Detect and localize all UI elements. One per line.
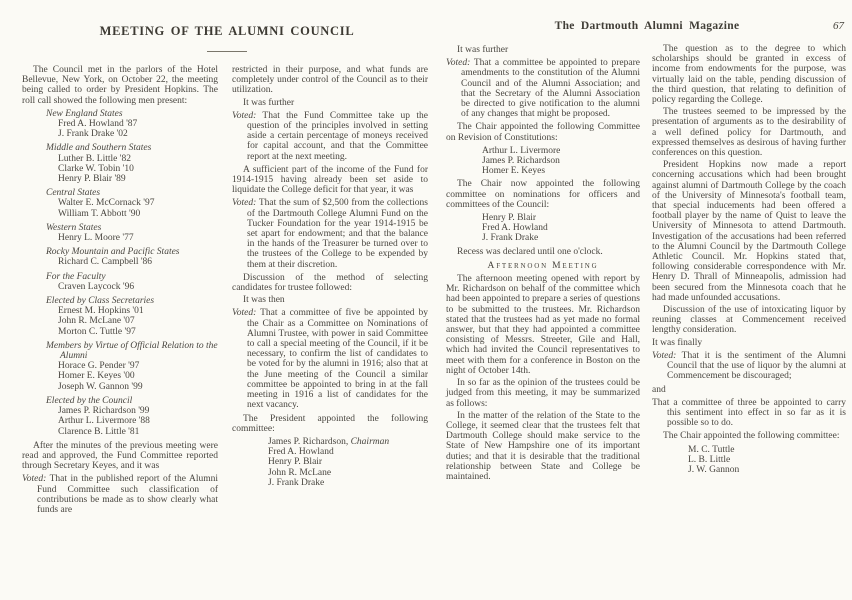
group-heading: Members by Virtue of Official Relation to the Alumni [46, 340, 218, 362]
group-heading: Elected by Class Secretaries [46, 296, 155, 307]
member-name: J. Frank Drake '02 [58, 129, 128, 140]
delegation-group-new-england [46, 109, 218, 140]
hopkins-report-paragraph: President Hopkins now made a report concerning accusations which had been brought against alumni of Dartmouth College by the coach of the University of Minnesota's football team, that special inducements had been offered a football player by the name of Quist to leave the University of Minnesota to attend Dartmouth. Investigation of the accusations had been referred to the Alumni Council by the Dartmouth College Athletic Council. Mr. Hopkins stated that, following considerable correspondence with Mr. Henry D. Thrall of Minneapolis, admission had been secured from the Minnesota coach that he had made unfounded accusations. [652, 160, 846, 303]
it-was-then-line: It was then [243, 295, 285, 306]
left-page-column-1 [22, 65, 218, 518]
committee-member: Henry P. Blair [268, 457, 323, 468]
committee-member-name: James P. Richardson, [268, 436, 349, 447]
right-page-column-1 [446, 44, 640, 484]
group-heading: New England States [46, 108, 123, 119]
committee-member: Fred A. Howland [268, 447, 334, 458]
group-heading: Rocky Mountain and Pacific States [46, 247, 180, 258]
revision-committee-list [482, 146, 640, 177]
voted-paragraph-report [22, 474, 218, 515]
member-name: Fred A. Howland '87 [58, 119, 138, 130]
voted-label: Voted: [652, 350, 677, 361]
voted-paragraph-amendments [446, 58, 640, 119]
discussion-paragraph: Discussion of the method of selecting candidates for trustee followed: [232, 272, 428, 294]
committee-member [268, 437, 428, 447]
article-title: MEETING OF THE ALUMNI COUNCIL [99, 24, 355, 38]
voted-body: That the Fund Committee take up the question of the principles involved in setting aside a certain percentage of moneys received for capital account, and that the Committee report at the next meeting. [247, 110, 428, 162]
voted-label: Voted: [232, 198, 257, 209]
committee-member: J. W. Gannon [688, 464, 740, 475]
nominations-committee-list [268, 437, 428, 488]
member-name: Luther B. Little '82 [58, 153, 131, 164]
right-magazine-page [446, 0, 848, 484]
committee-member: L. B. Little [688, 454, 731, 465]
delegation-group-official-relation [46, 341, 218, 392]
title-rule-divider [207, 51, 247, 52]
voted-paragraph-sum [232, 198, 428, 269]
magazine-title: The Dartmouth Alumni Magazine [554, 20, 740, 32]
committee-member: James P. Richardson [482, 156, 560, 167]
chair-revision-paragraph: The Chair appointed the following Committee on Revision of Constitutions: [446, 122, 640, 143]
member-name: Ernest M. Hopkins '01 [58, 306, 144, 317]
member-name: Joseph W. Gannon '99 [58, 381, 143, 392]
committee-member: Homer E. Keyes [482, 166, 546, 177]
resolution-body: That a committee of three be appointed to carry this sentiment into effect in so far as it is possible so to do. [652, 397, 846, 429]
scholarships-paragraph: The question as to the degree to which scholarships should be granted in excess of income from endowments for the purpose, was virtually laid on the table, pending discussion of the third question, that relating to definition of policy regarding the College. [652, 44, 846, 106]
voted-body: That a committee be appointed to prepare amendments to the constitution of the Alumni Council and of the Alumni Association; and that the Secretary of the Alumni Association be directed to give notification to the alumni of any changes that might be proposed. [461, 58, 640, 120]
officers-nominations-committee-list [482, 213, 640, 244]
member-name: Henry L. Moore '77 [58, 233, 134, 244]
committee-of-three-paragraph [652, 398, 846, 429]
member-name: Arthur L. Livermore '88 [58, 416, 150, 427]
liquor-discussion-paragraph: Discussion of the use of intoxicating liquor by reuning classes at Commencement received lengthy consideration. [652, 305, 846, 336]
member-name: Clarence B. Little '81 [58, 426, 140, 437]
voted-paragraph-committee-of-five [232, 308, 428, 410]
page-number: 67 [833, 20, 844, 32]
group-heading: For the Faculty [46, 271, 106, 282]
voted-label: Voted: [232, 110, 257, 121]
afternoon-meeting-heading: Afternoon Meeting [487, 260, 599, 271]
recess-paragraph: Recess was declared until one o'clock. [457, 246, 603, 257]
member-name: Morton C. Tuttle '97 [58, 326, 136, 337]
final-committee-list [688, 445, 846, 476]
group-heading: Western States [46, 222, 102, 233]
right-page-columns [446, 44, 848, 484]
voted-label: Voted: [446, 58, 471, 69]
member-name: Richard C. Campbell '86 [58, 257, 153, 268]
group-heading: Middle and Southern States [46, 143, 152, 154]
member-name: Clarke W. Tobin '10 [58, 163, 134, 174]
delegation-group-elected-by-council [46, 396, 218, 437]
voted-paragraph-liquor [652, 351, 846, 382]
member-name: Horace G. Pender '97 [58, 361, 140, 372]
right-page-column-2 [652, 44, 846, 484]
relation-paragraph: In the matter of the relation of the State to the College, it seemed clear that the trustees felt that Dartmouth College should make service to the State of New Hampshire one of its important duties; and that it is desirable that the traditional relationship between State and College be maintained. [446, 410, 640, 482]
member-name: Walter E. McCornack '97 [58, 198, 155, 209]
delegation-group-class-secretaries [46, 296, 218, 337]
group-heading: Central States [46, 188, 101, 199]
voted-label: Voted: [232, 308, 257, 319]
left-page-column-2 [232, 65, 428, 518]
voted-paragraph-fund [232, 111, 428, 162]
member-name: William T. Abbott '90 [58, 208, 141, 219]
delegation-group-rocky-pacific [46, 247, 218, 267]
committee-member: Arthur L. Livermore [482, 145, 561, 156]
member-name: James P. Richardson '99 [58, 406, 150, 417]
committee-member: M. C. Tuttle [688, 444, 735, 455]
intro-paragraph: The Council met in the parlors of the Hotel Bellevue, New York, on October 22, the meeting being called to order by President Hopkins. The roll call showed the following men present: [22, 65, 218, 106]
it-was-further-line: It was further [457, 45, 509, 55]
it-was-further-line: It was further [243, 97, 295, 108]
committee-member: Fred A. Howland [482, 223, 548, 234]
member-name: John R. McLane '07 [58, 316, 135, 327]
voted-body: That the sum of $2,500 from the collections of the Dartmouth College Alumni Fund on the Tucker Foundation for the year 1914-1915 be set apart for endowment; and that the balance in the hands of the Treasurer be turned over to the trustees of the College to be expended by them at their discretion. [247, 198, 428, 270]
left-page-columns [22, 65, 432, 518]
delegation-group-central [46, 188, 218, 219]
committee-member: J. Frank Drake [268, 477, 325, 488]
member-name: Homer E. Keyes '00 [58, 371, 135, 382]
left-magazine-page [22, 0, 432, 518]
voted-label: Voted: [22, 474, 47, 485]
trustees-impressed-paragraph: The trustees seemed to be impressed by the presentation of arguments as to the desirability of a well defined policy for Dartmouth, and expressed themselves as desirous of having further conferences on this question. [652, 107, 846, 159]
voted-body: That in the published report of the Alumni Fund Committee such classification of contributions be made as to show clearly what funds are [37, 474, 218, 515]
opinion-paragraph: In so far as the opinion of the trustees could be judged from this meeting, it may be summarized as follows: [446, 378, 640, 409]
magazine-header [446, 20, 848, 36]
president-appointed-paragraph: The President appointed the following committee: [232, 413, 428, 434]
sufficient-paragraph: A sufficient part of the income of the Fund for 1914-1915 having already been set aside to liquidate the College deficit for that year, it was [232, 164, 428, 196]
minutes-paragraph: After the minutes of the previous meeting were read and approved, the Fund Committee reported through Secretary Keyes, and it was [22, 440, 218, 472]
committee-member: John R. McLane [268, 467, 332, 478]
chair-appointed-paragraph: The Chair appointed the following committee: [663, 431, 840, 442]
delegation-group-faculty [46, 272, 218, 292]
afternoon-intro-paragraph: The afternoon meeting opened with report by Mr. Richardson on behalf of the committee which had been appointed to prepare a series of questions to be submitted to the trustees. Mr. Richardson stated that the trustees had as yet made no formal answer, but that they had appointed a committee consisting of Messrs. Streeter, Gile and Hall, which had invited the Council representatives to meet with them for a conference in Boston on the night of October 14th. [446, 274, 640, 376]
member-name: Craven Laycock '96 [58, 281, 135, 292]
delegation-group-middle-southern [46, 143, 218, 184]
continuation-paragraph: restricted in their purpose, and what funds are completely under control of the Council as to their utilization. [232, 65, 428, 96]
chair-nominations-paragraph: The Chair now appointed the following committee on nominations for officers and committees of the Council: [446, 179, 640, 210]
it-was-finally-line: It was finally [652, 337, 703, 348]
delegation-group-western [46, 223, 218, 243]
and-line: and [652, 384, 666, 395]
voted-body: That it is the sentiment of the Alumni Council that the use of liquor by the alumni at Commencement be discouraged; [667, 350, 846, 382]
chairman-label: Chairman [350, 436, 390, 447]
voted-body: That a committee of five be appointed by the Chair as a Committee on Nominations of Alumni Trustee, with power in said Committee to call a special meeting of the Council, if it be necessary, to confirm the list of candidates to be voted for by the alumni in 1916; also that at the June meeting of the Council a similar committee be appointed to bring in at the fall meeting in 1916 a list of candidates for the next vacancy. [247, 308, 428, 411]
committee-member: J. Frank Drake [482, 233, 539, 244]
group-heading: Elected by the Council [46, 395, 133, 406]
member-name: Henry P. Blair '89 [58, 174, 126, 185]
committee-member: Henry P. Blair [482, 213, 537, 224]
